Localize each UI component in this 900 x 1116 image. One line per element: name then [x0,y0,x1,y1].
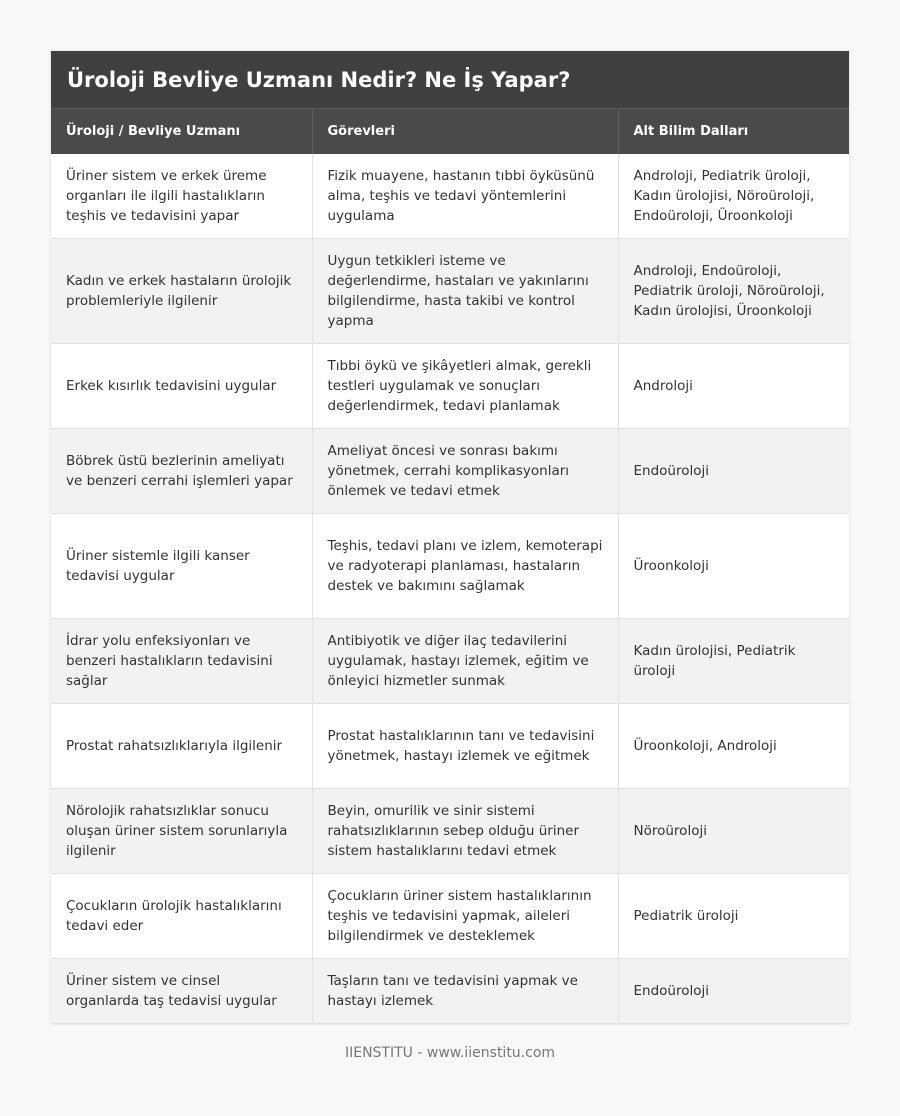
cell-alt-bilim-dallari: Nöroüroloji [618,789,849,874]
cell-uzman: Üriner sistem ve cinsel organlarda taş tedavisi uygular [51,959,312,1024]
cell-gorevleri: Taşların tanı ve tedavisini yapmak ve hastayı izlemek [312,959,618,1024]
cell-uzman: Kadın ve erkek hastaların ürolojik problemleriyle ilgilenir [51,239,312,344]
cell-uzman: Üriner sistemle ilgili kanser tedavisi uygular [51,514,312,619]
cell-uzman: Prostat rahatsızlıklarıyla ilgilenir [51,704,312,789]
cell-gorevleri: Teşhis, tedavi planı ve izlem, kemoterapi ve radyoterapi planlaması, hastaların destek ve bakımını sağlamak [312,514,618,619]
page-title: Üroloji Bevliye Uzmanı Nedir? Ne İş Yapar? [67,67,571,92]
table-row [51,239,849,344]
cell-uzman: İdrar yolu enfeksiyonları ve benzeri hastalıkların tedavisini sağlar [51,619,312,704]
cell-gorevleri: Beyin, omurilik ve sinir sistemi rahatsızlıklarının sebep olduğu üriner sistem hastalıklarını tedavi etmek [312,789,618,874]
cell-alt-bilim-dallari: Endoüroloji [618,429,849,514]
cell-gorevleri: Çocukların üriner sistem hastalıklarının teşhis ve tedavisini yapmak, aileleri bilgilendirmek ve desteklemek [312,874,618,959]
cell-gorevleri: Tıbbi öykü ve şikâyetleri almak, gerekli testleri uygulamak ve sonuçları değerlendirmek, tedavi planlamak [312,344,618,429]
table-row [51,704,849,789]
cell-alt-bilim-dallari: Üroonkoloji, Androloji [618,704,849,789]
cell-alt-bilim-dallari: Üroonkoloji [618,514,849,619]
column-header-alt-bilim-dallari: Alt Bilim Dalları [618,109,849,154]
cell-uzman: Çocukların ürolojik hastalıklarını tedavi eder [51,874,312,959]
table-row [51,344,849,429]
footer-credit: IIENSTITU - www.iienstitu.com [344,1045,556,1061]
table-row [51,619,849,704]
column-header-uzman: Üroloji / Bevliye Uzmanı [51,109,312,154]
cell-alt-bilim-dallari: Androloji, Pediatrik üroloji, Kadın ürolojisi, Nöroüroloji, Endoüroloji, Üroonkoloji [618,154,849,239]
cell-gorevleri: Ameliyat öncesi ve sonrası bakımı yönetmek, cerrahi komplikasyonları önlemek ve tedavi etmek [312,429,618,514]
column-header-gorevleri: Görevleri [312,109,618,154]
cell-gorevleri: Prostat hastalıklarının tanı ve tedavisini yönetmek, hastayı izlemek ve eğitmek [312,704,618,789]
table-row [51,874,849,959]
table-row [51,789,849,874]
cell-alt-bilim-dallari: Pediatrik üroloji [618,874,849,959]
cell-gorevleri: Antibiyotik ve diğer ilaç tedavilerini uygulamak, hastayı izlemek, eğitim ve önleyici hizmetler sunmak [312,619,618,704]
cell-gorevleri: Fizik muayene, hastanın tıbbi öyküsünü alma, teşhis ve tedavi yöntemlerini uygulama [312,154,618,239]
header-row [51,109,849,154]
cell-uzman: Nörolojik rahatsızlıklar sonucu oluşan üriner sistem sorunlarıyla ilgilenir [51,789,312,874]
cell-uzman: Üriner sistem ve erkek üreme organları ile ilgili hastalıkların teşhis ve tedavisini yapar [51,154,312,239]
title-bar [51,51,849,108]
cell-uzman: Böbrek üstü bezlerinin ameliyatı ve benzeri cerrahi işlemleri yapar [51,429,312,514]
table-row [51,154,849,239]
cell-alt-bilim-dallari: Endoüroloji [618,959,849,1024]
table-card [51,51,849,1024]
table-row [51,514,849,619]
cell-uzman: Erkek kısırlık tedavisini uygular [51,344,312,429]
table-row [51,959,849,1024]
cell-alt-bilim-dallari: Androloji, Endoüroloji, Pediatrik üroloji, Nöroüroloji, Kadın ürolojisi, Üroonkoloji [618,239,849,344]
data-table [51,108,849,1024]
cell-alt-bilim-dallari: Kadın ürolojisi, Pediatrik üroloji [618,619,849,704]
cell-gorevleri: Uygun tetkikleri isteme ve değerlendirme, hastaları ve yakınlarını bilgilendirme, hasta takibi ve kontrol yapma [312,239,618,344]
table-body [51,154,849,1024]
table-row [51,429,849,514]
table-header [51,109,849,154]
cell-alt-bilim-dallari: Androloji [618,344,849,429]
